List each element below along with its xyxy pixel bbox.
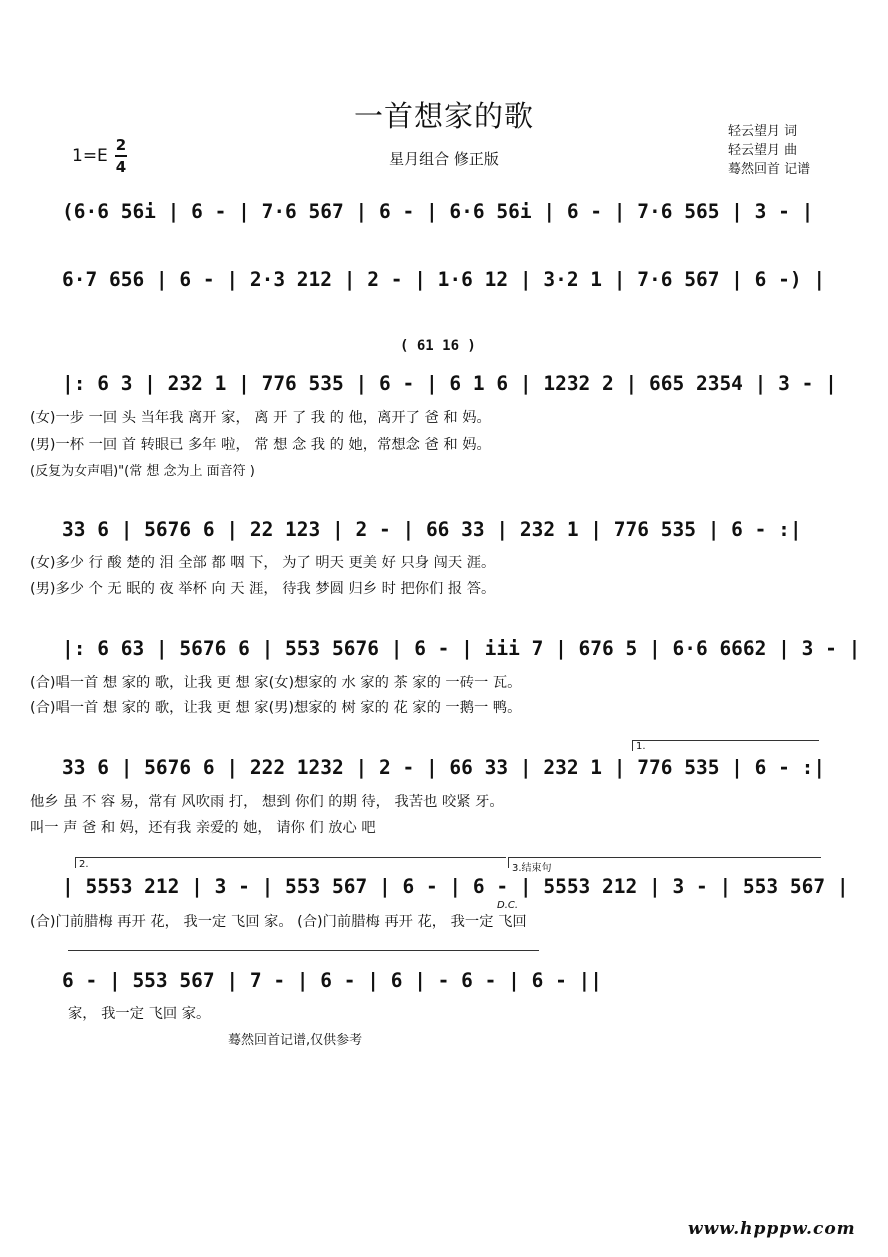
notation-line-5: |: 6 63 | 5676 6 | 553 5676 | 6 - | iii 7 | 676 5 | 6·6 6662 | 3 - | <box>62 637 861 660</box>
lyric-line-4a: (女)多少 行 酸 楚的 泪 全部 都 咽 下， 为了 明天 更美 好 只身 闯天 涯。 <box>30 555 496 571</box>
notation-line-7: | 5553 212 | 3 - | 553 567 | 6 - | 6 - | 5553 212 | 3 - | 553 567 | <box>62 875 849 898</box>
lyric-line-3c: (反复为女声唱)"(常 想 念为上 面音符 ) <box>30 464 255 479</box>
volta-2-bracket <box>75 857 506 868</box>
lyric-line-4b: (男)多少 个 无 眠的 夜 举杯 向 天 涯， 待我 梦圆 归乡 时 把你们 报 答。 <box>30 581 496 597</box>
lyric-line-8: 家， 我一定 飞回 家。 <box>68 1006 211 1022</box>
final-bracket <box>68 950 539 951</box>
time-signature <box>115 136 127 176</box>
page-title: 一首想家的歌 <box>353 99 534 133</box>
lyric-line-5b: (合)唱一首 想 家的 歌，让我 更 想 家(男)想家的 树 家的 花 家的 一鹅一 鸭。 <box>30 700 522 716</box>
key-signature: 1=E <box>72 146 108 166</box>
credits <box>728 122 810 179</box>
volta-1-label: 1. <box>636 741 646 752</box>
time-denominator: 4 <box>115 158 127 176</box>
transcriber-credit: 蓦然回首 记谱 <box>728 162 811 177</box>
volta-1-bracket <box>632 740 819 751</box>
pickup-notes: ( 61 16 ) <box>400 338 476 354</box>
lyricist-credit: 轻云望月 词 <box>728 124 798 139</box>
notation-line-3: |: 6 3 | 232 1 | 776 535 | 6 - | 6 1 6 | 1232 2 | 665 2354 | 3 - | <box>62 372 837 395</box>
subtitle: 星月组合 修正版 <box>389 150 499 168</box>
watermark: www.hpppw.com <box>688 1219 856 1239</box>
lyric-line-3b: (男)一杯 一回 首 转眼已 多年 啦， 常 想 念 我 的 她，常想念 爸 和 妈。 <box>30 437 491 453</box>
lyric-line-7: (合)门前腊梅 再开 花， 我一定 飞回 家。 (合)门前腊梅 再开 花， 我一定 飞回 <box>30 914 527 930</box>
lyric-line-5a: (合)唱一首 想 家的 歌，让我 更 想 家(女)想家的 水 家的 茶 家的 一砖一 瓦。 <box>30 675 522 691</box>
footer-note: 蓦然回首记谱,仅供参考 <box>228 1033 363 1048</box>
lyric-line-3a: (女)一步 一回 头 当年我 离开 家， 离 开 了 我 的 他，离开了 爸 和 妈。 <box>30 410 491 426</box>
notation-line-2: 6·7 656 | 6 - | 2·3 212 | 2 - | 1·6 12 | 3·2 1 | 7·6 567 | 6 -) | <box>62 268 826 291</box>
notation-line-4: 33 6 | 5676 6 | 22 123 | 2 - | 66 33 | 232 1 | 776 535 | 6 - :| <box>62 518 802 541</box>
volta-3-label: 3.结束句 <box>512 863 552 874</box>
notation-line-1: (6·6 56i | 6 - | 7·6 567 | 6 - | 6·6 56i | 6 - | 7·6 565 | 3 - | <box>62 200 814 223</box>
composer-credit: 轻云望月 曲 <box>728 143 798 158</box>
dc-marking: D.C. <box>497 900 519 911</box>
volta-2-label: 2. <box>79 859 89 870</box>
notation-line-8: 6 - | 553 567 | 7 - | 6 - | 6 | - 6 - | 6 - || <box>62 969 603 992</box>
time-numerator: 2 <box>115 136 127 154</box>
lyric-line-6b: 叫一 声 爸 和 妈，还有我 亲爱的 她， 请你 们 放心 吧 <box>30 820 376 836</box>
volta-3-bracket <box>508 857 821 868</box>
notation-line-6: 33 6 | 5676 6 | 222 1232 | 2 - | 66 33 | 232 1 | 776 535 | 6 - :| <box>62 756 826 779</box>
lyric-line-6a: 他乡 虽 不 容 易，常有 风吹雨 打， 想到 你们 的期 待， 我苦也 咬紧 牙。 <box>30 794 504 810</box>
